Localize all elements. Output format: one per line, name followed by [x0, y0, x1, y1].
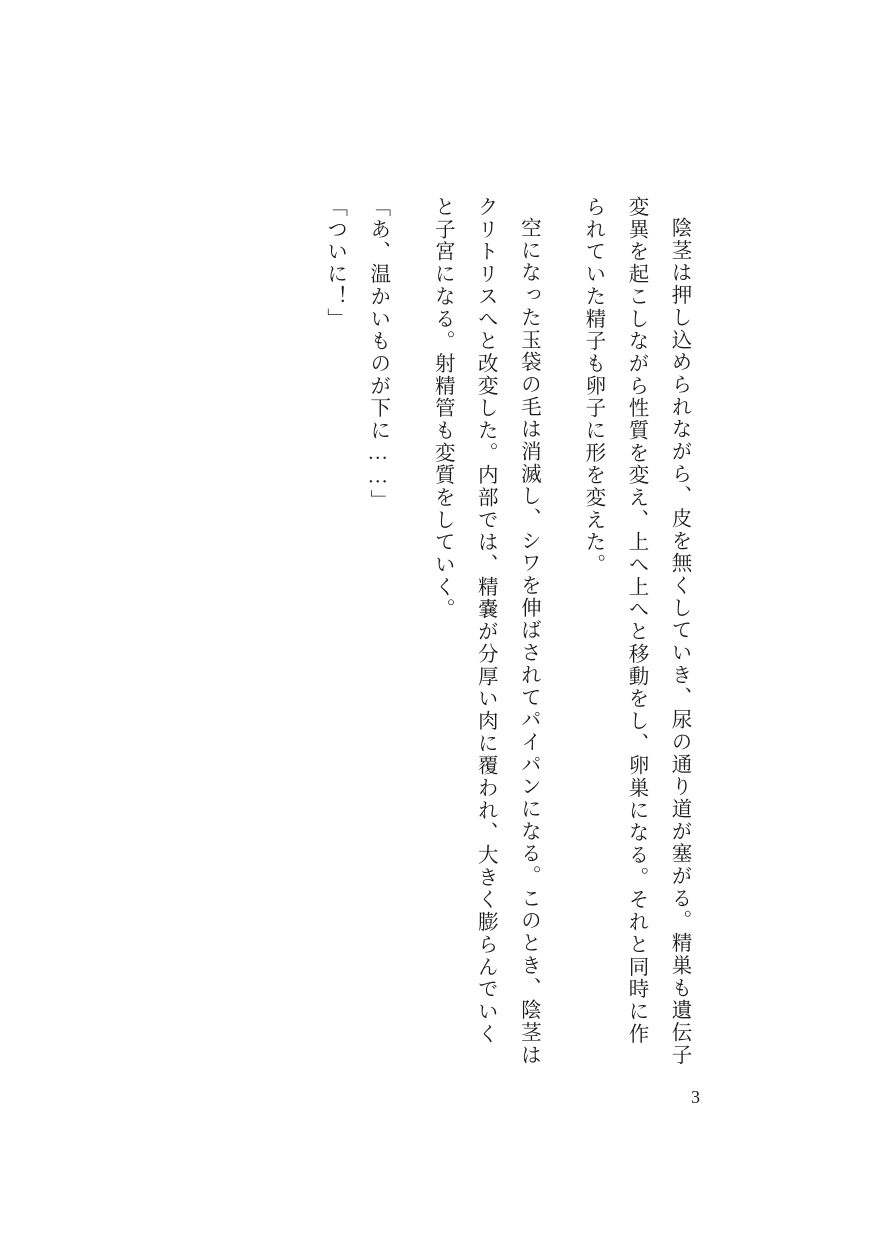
body-paragraph-2: 空になった玉袋の毛は消滅し、シワを伸ばされてパイパンになる。このとき、陰茎はクリトリスへと改変した。内部では、精嚢が分厚い肉に覆われ、大きく膨らんでいくと子宮になる。射精管も変質をしていく。 [431, 196, 540, 1066]
body-paragraph-3: 「あ、温かいものが下に……」 [366, 196, 389, 512]
body-paragraph-1: 陰茎は押し込められながら、皮を無くしていき、尿の通り道が塞がる。精巣も遺伝子変異を起こしながら性質を変え、上へ上へと移動をし、卵巣になる。それと同時に作られていた精子も卵子に形を変えた。 [581, 196, 690, 1066]
vertical-text-body [313, 196, 700, 1066]
body-paragraph-4: 「ついに！」 [323, 196, 346, 331]
page-number: 3 [691, 1087, 700, 1107]
